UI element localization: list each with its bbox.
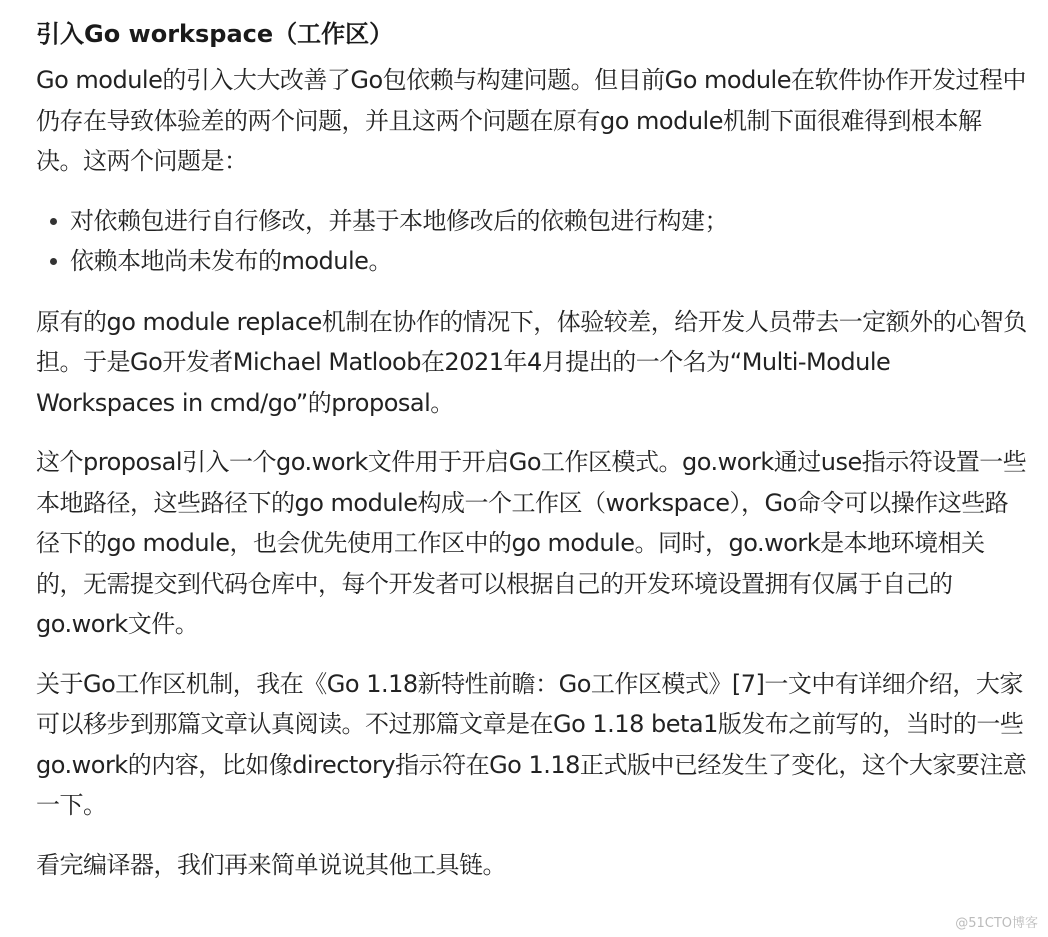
- paragraph-intro: Go module的引入大大改善了Go包依赖与构建问题。但目前Go module在软件协作开发过程中仍存在导致体验差的两个问题，并且这两个问题在原有go module机制下面很难得到根本解决。这两个问题是：: [36, 66, 1026, 175]
- article: [36, 12, 1028, 904]
- section-heading: 引入Go workspace（工作区）: [36, 20, 394, 48]
- watermark: @51CTO博客: [955, 916, 1038, 931]
- paragraph-closing: 看完编译器，我们再来简单说说其他工具链。: [36, 850, 506, 879]
- bullet-icon: [50, 258, 57, 265]
- list-item-text: 对依赖包进行自行修改，并基于本地修改后的依赖包进行构建；: [70, 206, 728, 235]
- bullet-icon: [50, 218, 57, 225]
- list-item: [36, 241, 1028, 282]
- list-item: [36, 201, 1028, 242]
- list-item-text: 依赖本地尚未发布的module。: [70, 247, 392, 275]
- paragraph-gowork: 这个proposal引入一个go.work文件用于开启Go工作区模式。go.work通过use指示符设置一些本地路径，这些路径下的go module构成一个工作区（workspace），Go命令可以操作这些路径下的go module，也会优先使用工作区中的go module。同时，go.work是本地环境相关的，无需提交到代码仓库中，每个开发者可以根据自己的开发环境设置拥有仅属于自己的go.work文件。: [36, 448, 1027, 638]
- paragraph-replace: 原有的go module replace机制在协作的情况下，体验较差，给开发人员带去一定额外的心智负担。于是Go开发者Michael Matloob在2021年4月提出的一个名为“Multi-Module Workspaces in cmd/go”的proposal。: [36, 307, 1027, 417]
- problem-list: [36, 201, 1028, 282]
- paragraph-reference: 关于Go工作区机制，我在《Go 1.18新特性前瞻：Go工作区模式》[7]一文中有详细介绍，大家可以移步到那篇文章认真阅读。不过那篇文章是在Go 1.18 beta1版发布之前写的，当时的一些go.work的内容，比如像directory指示符在Go 1.18正式版中已经发生了变化，这个大家要注意一下。: [36, 669, 1027, 819]
